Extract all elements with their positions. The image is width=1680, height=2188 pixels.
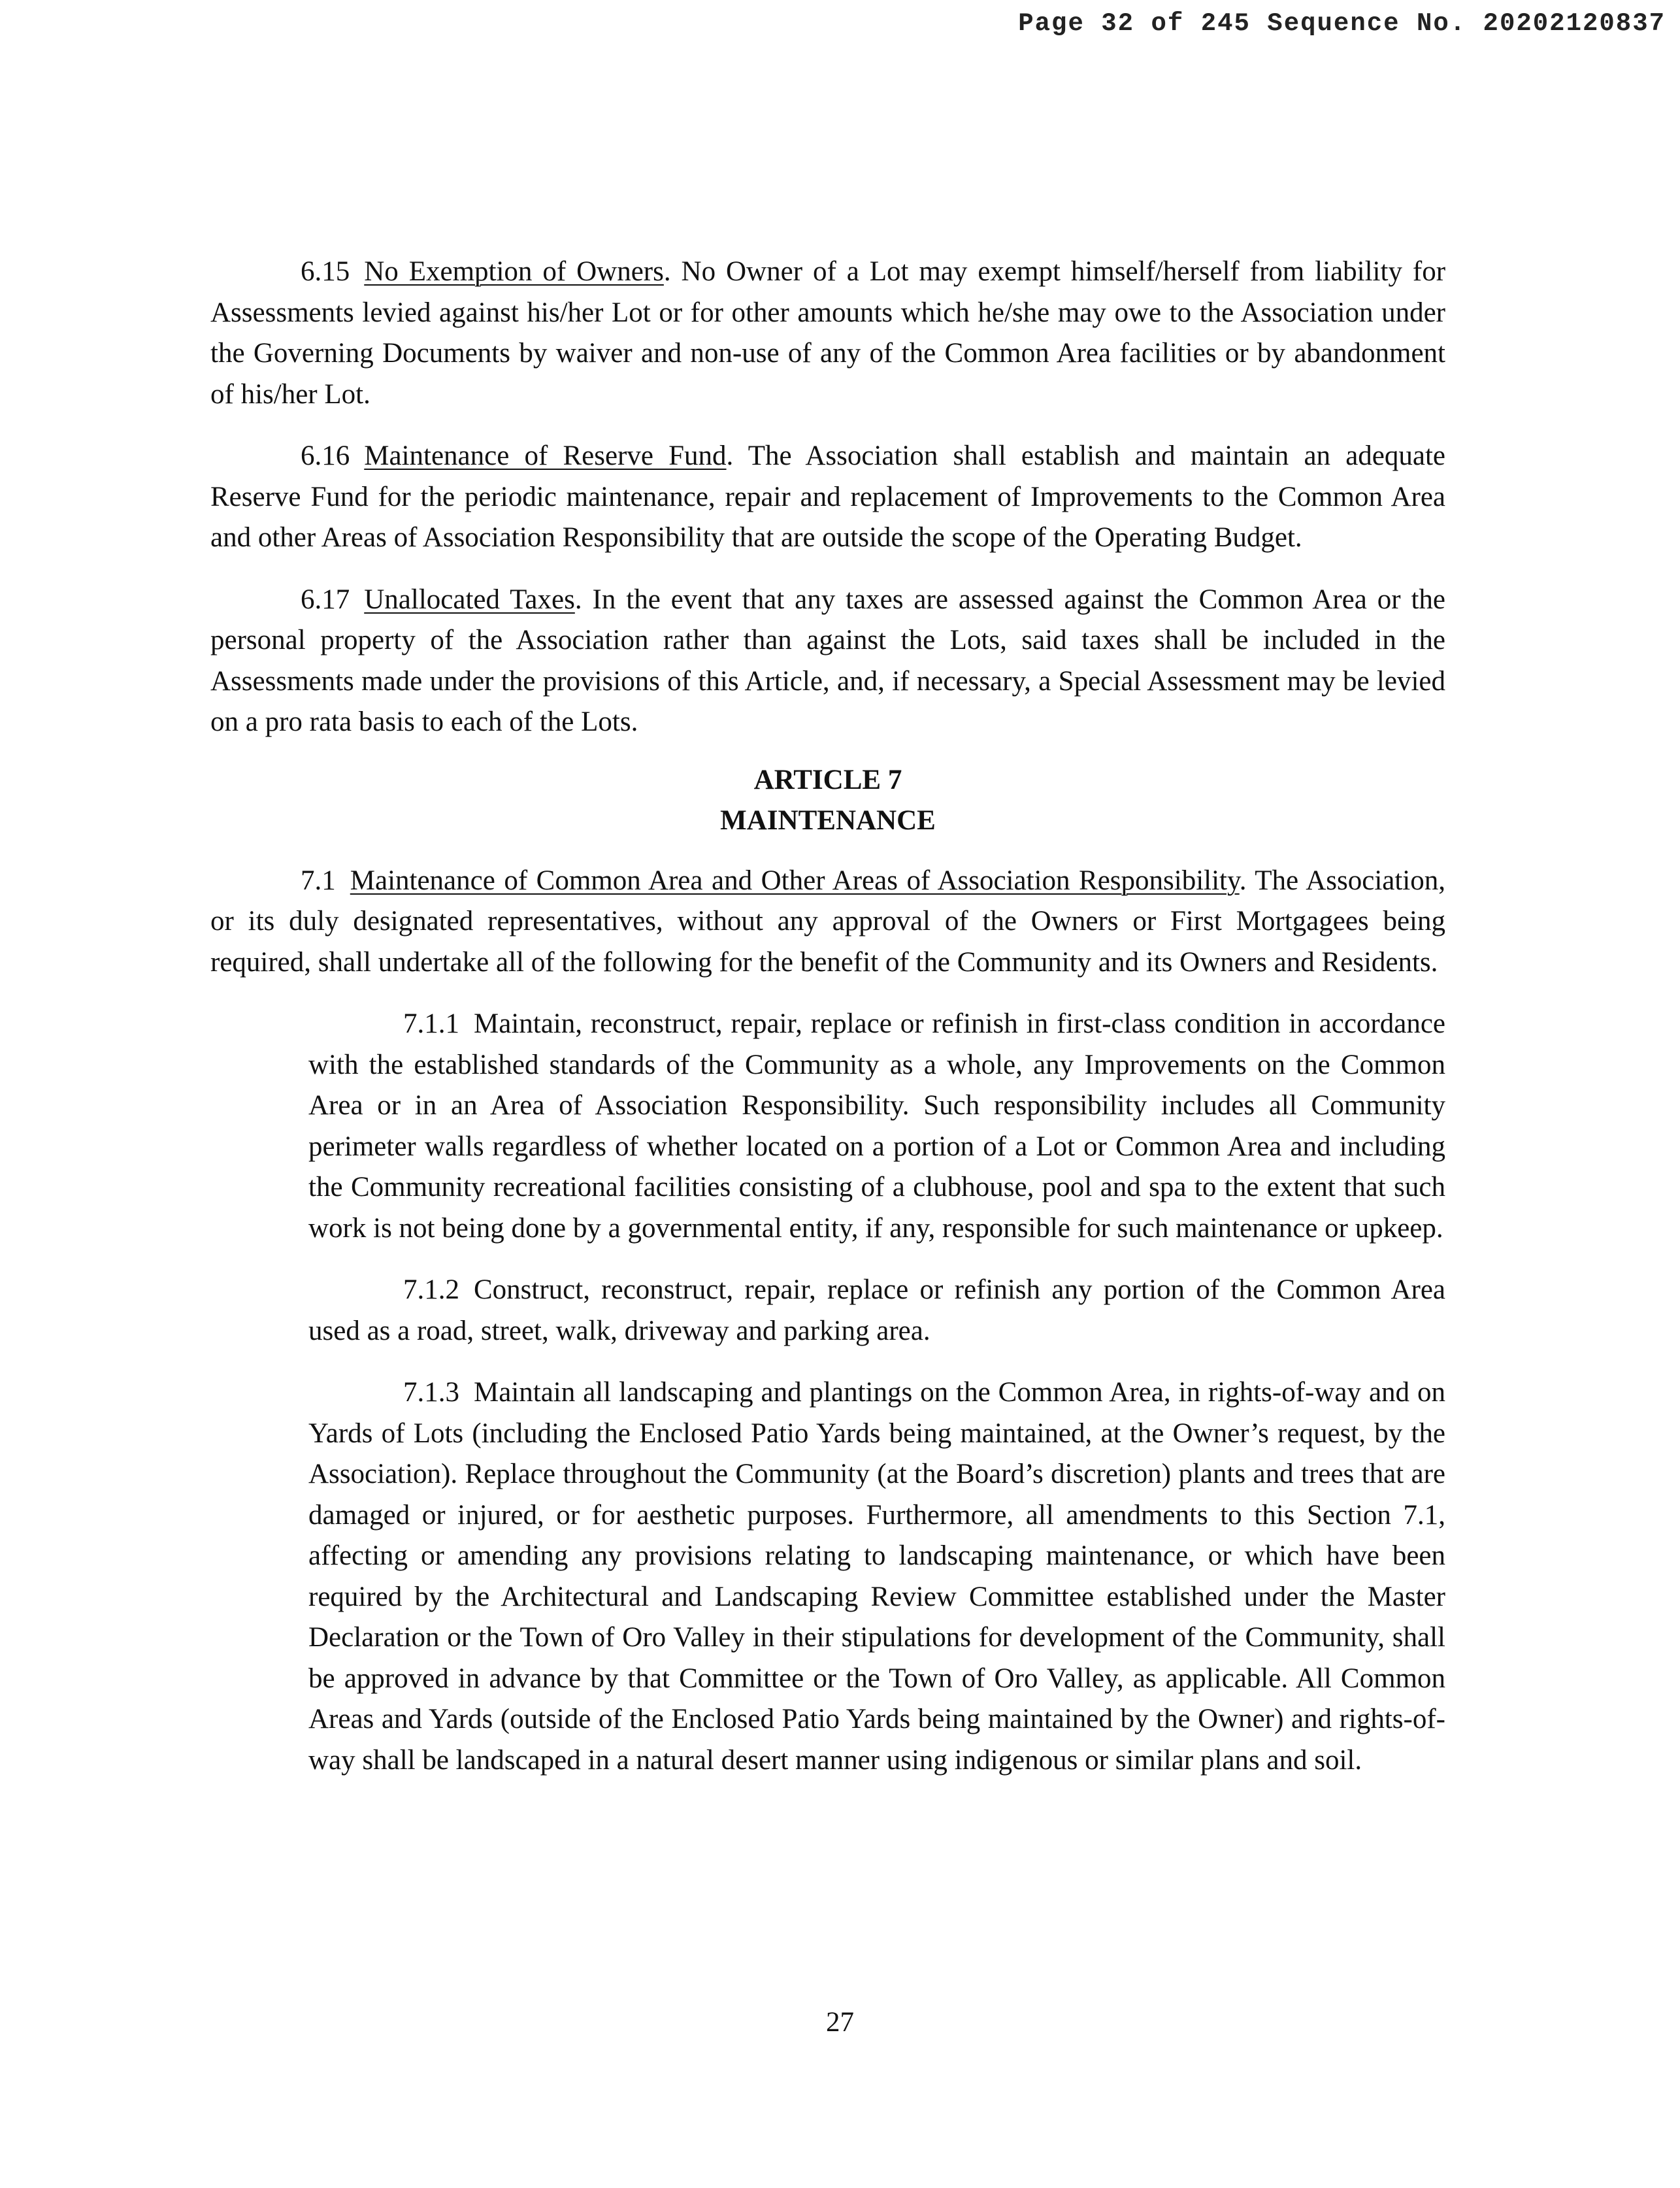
section-title: Unallocated Taxes [364,584,575,615]
section-body: The Association, or its duly designated representatives, without any approval of the Owners or First Mortgagees being required, shall undertake all of the following for the benefit of the Community and its Owners and Residents. [210,865,1445,978]
subsection-body: Maintain, reconstruct, repair, replace or refinish in first-class condition in accordance with the established standards of the Community as a whole, any Improvements on the Common Area or in an Area of Association Responsibility. Such responsibility includes all Community perimeter walls regardless of whether located on a portion of a Lot or Common Area and including the Community recreational facilities consisting of a clubhouse, pool and spa to the extent that such work is not being done by a governmental entity, if any, responsible for such maintenance or upkeep. [308,1008,1445,1244]
section-number: 6.16 [301,440,350,471]
section-6-17: 6.17 Unallocated Taxes. In the event that any taxes are assessed against the Common Area or the personal property of the Association rather than against the Lots, said taxes shall be included in the Assessments made under the provisions of this Article, and, if necessary, a Special Assessment may be levied on a pro rata basis to each of the Lots. [210,580,1445,743]
article-number: ARTICLE 7 [753,764,902,795]
subsection-body: Construct, reconstruct, repair, replace or refinish any portion of the Common Area used as a road, street, walk, driveway and parking area. [308,1274,1445,1346]
document-body [210,252,1445,1802]
subsection-7-1-2 [308,1270,1445,1351]
section-body: In the event that any taxes are assessed against the Common Area or the personal property of the Association rather than against the Lots, said taxes shall be included in the Assessments made under the provisions of this Article, and, if necessary, a Special Assessment may be levied on a pro rata basis to each of the Lots. [210,584,1446,737]
subsection-body: Maintain all landscaping and plantings on the Common Area, in rights-of-way and on Yards of Lots (including the Enclosed Patio Yards being maintained, at the Owner’s request, by the Association). Replace throughout the Community (at the Board’s discretion) plants and trees that are damaged or injured, or for aesthetic purposes. Furthermore, all amendments to this Section 7.1, affecting or amending any provisions relating to landscaping maintenance, or which have been required by the Architectural and Landscaping Review Committee established under the Master Declaration or the Town of Oro Valley in their stipulations for development of the Community, shall be approved in advance by that Committee or the Town of Oro Valley, as applicable. All Common Areas and Yards (outside of the Enclosed Patio Yards being maintained by the Owner) and rights-of-way shall be landscaped in a natural desert manner using indigenous or similar plans and soil. [308,1377,1445,1776]
page-number: 27 [826,2007,854,2038]
section-title: No Exemption of Owners [364,256,664,287]
article-title: MAINTENANCE [720,804,936,836]
subsection-7-1-1 [308,1004,1445,1249]
article-heading [210,760,1445,841]
subsection-number: 7.1.3 [403,1377,459,1408]
section-6-16: 6.16 Maintenance of Reserve Fund. The Association shall establish and maintain an adequate Reserve Fund for the periodic maintenance, repair and replacement of Improvements to the Common Area and other Areas of Association Responsibility that are outside the scope of the Operating Budget. [210,436,1445,559]
subsection-7-1-3 [308,1372,1445,1781]
section-title: Maintenance of Common Area and Other Areas of Association Responsibility [350,865,1240,896]
section-body: No Owner of a Lot may exempt himself/herself from liability for Assessments levied against his/her Lot or for other amounts which he/she may owe to the Association under the Governing Documents by waiver and non-use of any of the Common Area facilities or by abandonment of his/her Lot. [210,256,1446,410]
subsection-number: 7.1.2 [403,1274,459,1305]
page-header-sequence: Page 32 of 245 Sequence No. 20202120837 [1018,9,1666,38]
subsection-number: 7.1.1 [403,1008,459,1039]
section-7-1: 7.1 Maintenance of Common Area and Other Areas of Association Responsibility. The Association, or its duly designated representatives, without any approval of the Owners or First Mortgagees being required, shall undertake all of the following for the benefit of the Community and its Owners and Residents. [210,861,1445,984]
section-body: The Association shall establish and maintain an adequate Reserve Fund for the periodic maintenance, repair and replacement of Improvements to the Common Area and other Areas of Association Responsibility that are outside the scope of the Operating Budget. [210,440,1446,553]
section-number: 6.15 [301,256,350,287]
section-title: Maintenance of Reserve Fund [364,440,727,471]
section-number: 6.17 [301,584,350,615]
section-6-15: 6.15 No Exemption of Owners. No Owner of a Lot may exempt himself/herself from liability for Assessments levied against his/her Lot or for other amounts which he/she may owe to the Association under the Governing Documents by waiver and non-use of any of the Common Area facilities or by abandonment of his/her Lot. [210,252,1445,415]
section-number: 7.1 [301,865,336,896]
